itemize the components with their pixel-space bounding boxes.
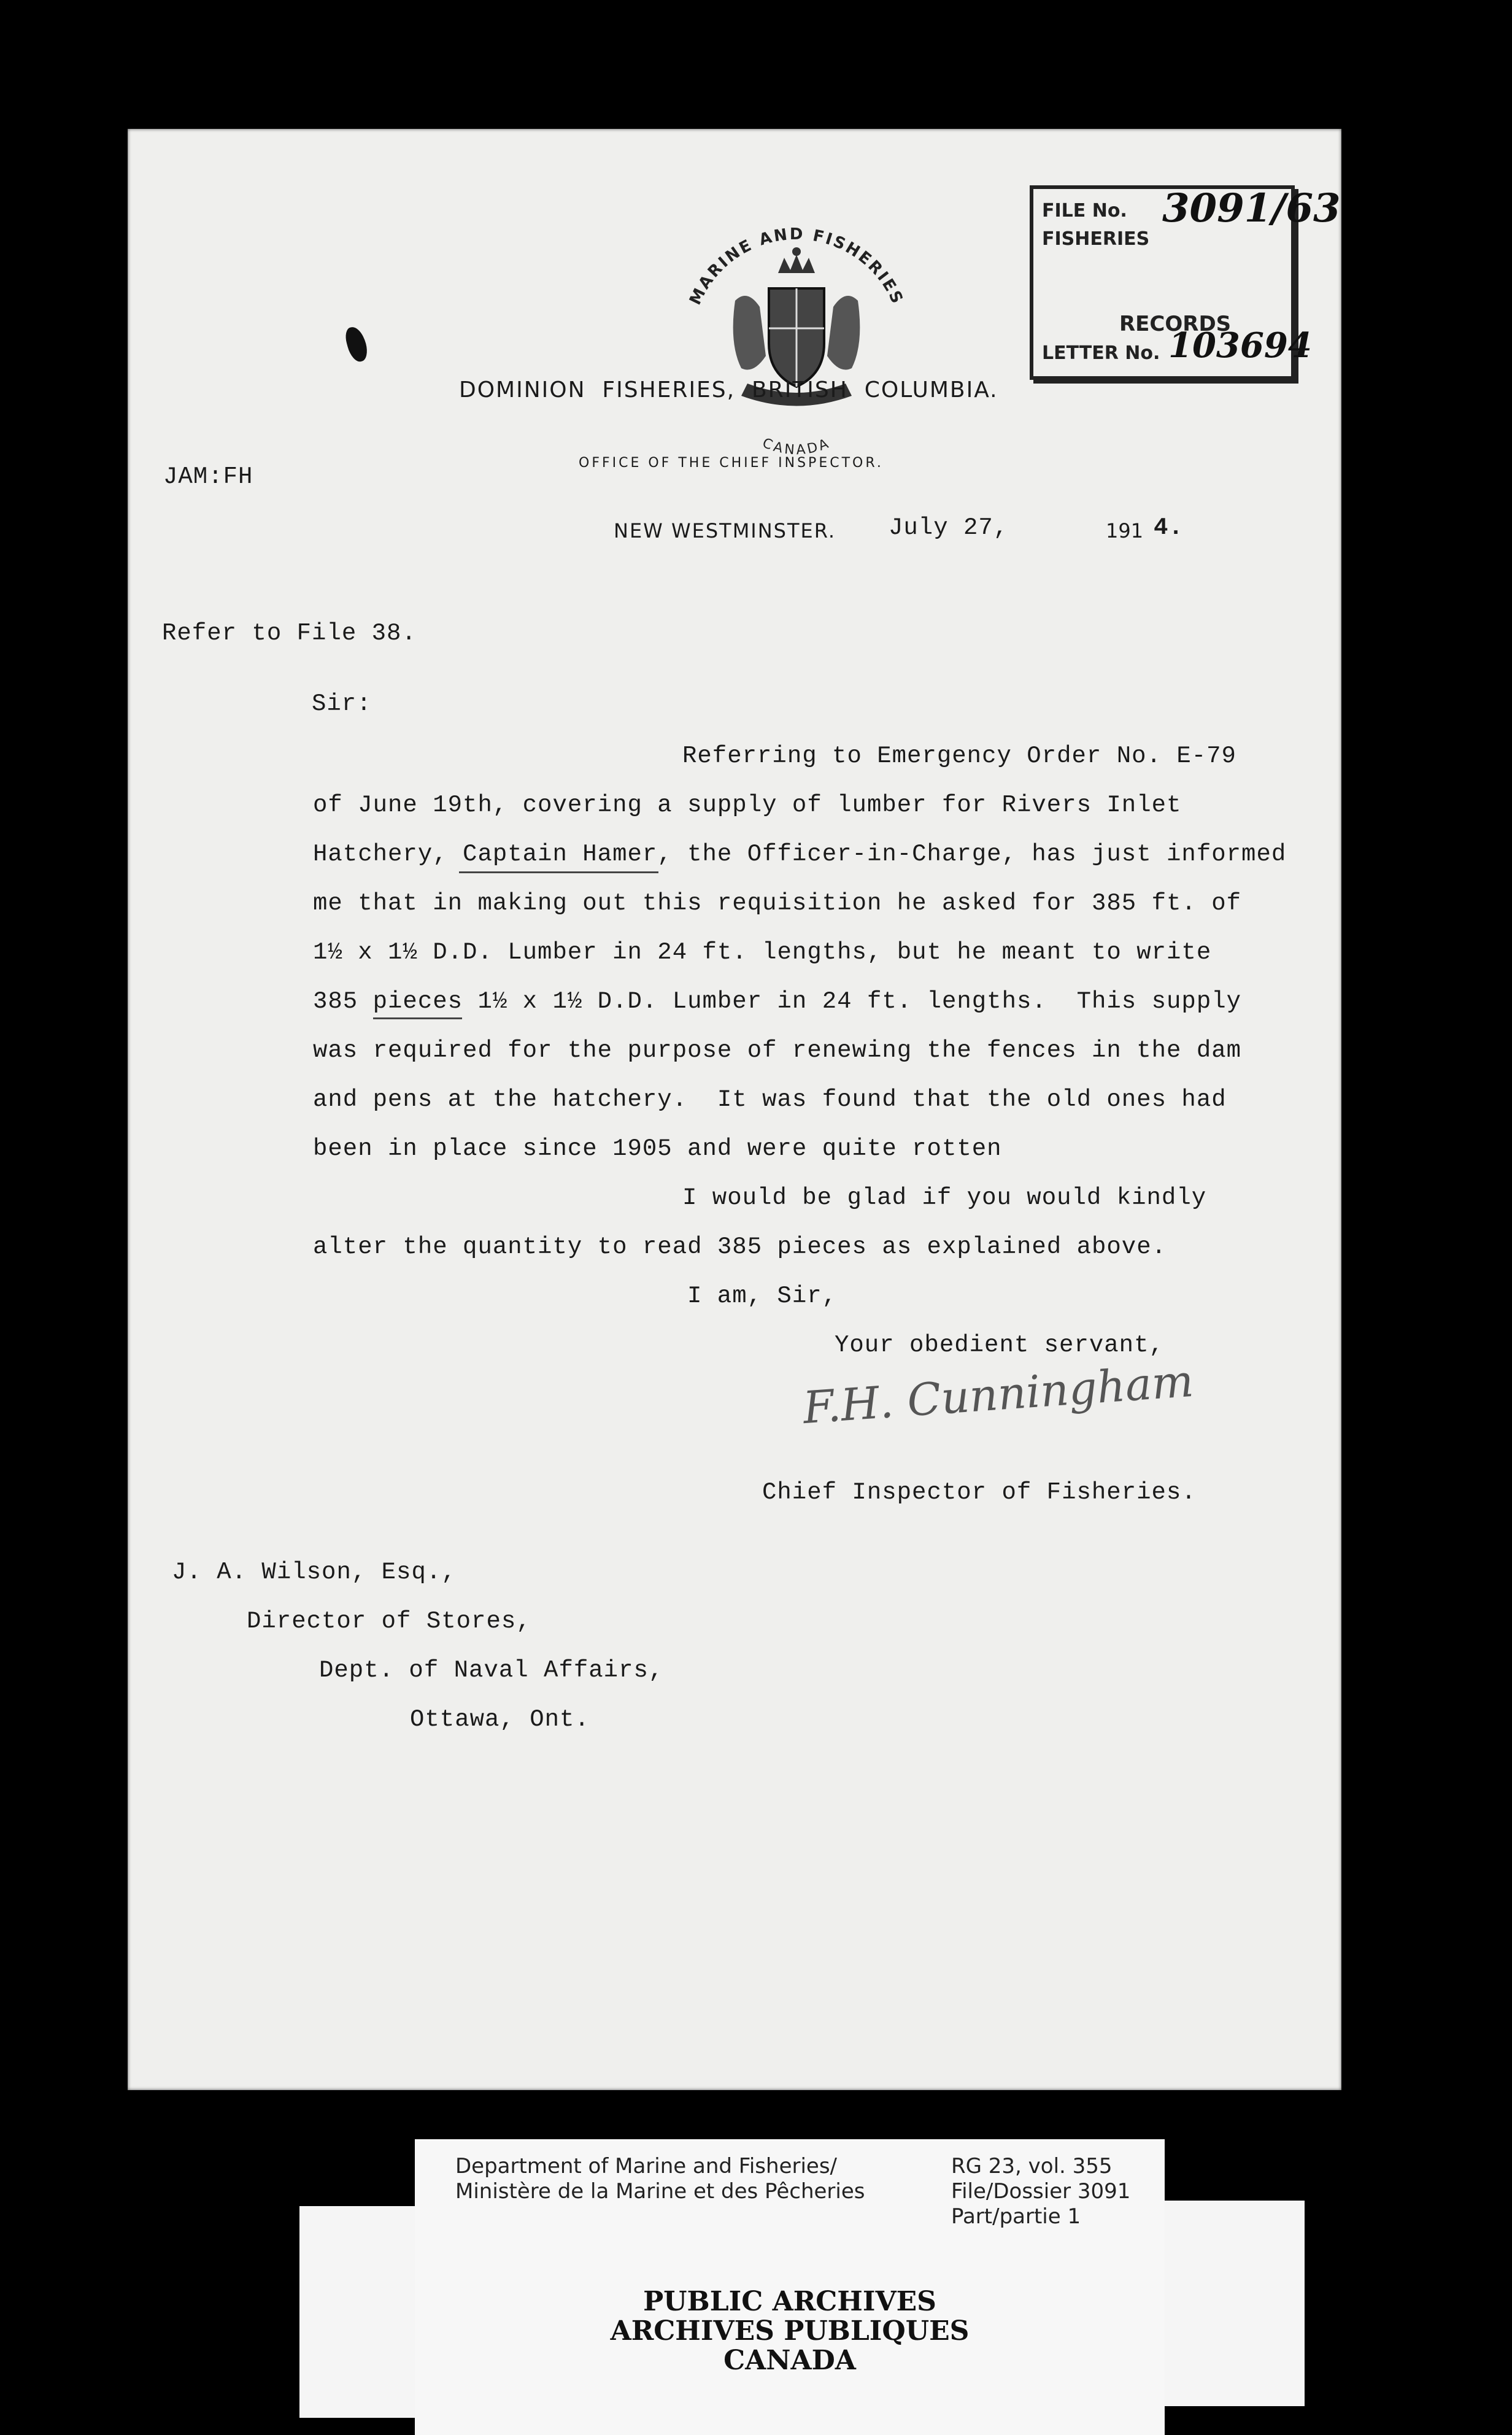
body-line: I would be glad if you would kindly: [682, 1184, 1207, 1211]
body-line: was required for the purpose of renewing the fences in the dam: [313, 1037, 1242, 1064]
body-line: alter the quantity to read 385 pieces as explained above.: [313, 1233, 1167, 1260]
year-printed: 191: [1106, 519, 1144, 542]
stamp-letter-number: 103694: [1168, 325, 1312, 366]
body-line: 385 pieces 1½ x 1½ D.D. Lumber in 24 ft. lengths. This supply: [313, 988, 1242, 1015]
stamp-file-number: 3091/63: [1162, 185, 1341, 231]
addressee-line: Director of Stores,: [247, 1608, 531, 1635]
label-tab-right: [1155, 2201, 1305, 2406]
stamp-letter-label: LETTER No.: [1042, 342, 1160, 364]
signatory-title: Chief Inspector of Fisheries.: [762, 1479, 1197, 1506]
addressee-line: Ottawa, Ont.: [410, 1706, 590, 1733]
stamp-records-label: RECORDS: [1119, 312, 1232, 336]
city-line: NEW WESTMINSTER.: [614, 519, 836, 542]
closing-line: Your obedient servant,: [835, 1332, 1164, 1359]
label-file: File/Dossier 3091: [951, 2179, 1131, 2204]
department-heading: DOMINION FISHERIES, BRITISH COLUMBIA.: [459, 377, 998, 403]
crest-top-text: MARINE AND FISHERIES: [686, 225, 907, 308]
pieces-underline: [373, 1017, 462, 1019]
public-archives-country: CANADA: [723, 2345, 856, 2376]
body-line: Hatchery, Captain Hamer, the Officer-in-Charge, has just informed: [313, 841, 1287, 868]
archive-label: [415, 2139, 1165, 2435]
stamp-file-label: FILE No.: [1042, 200, 1127, 222]
office-heading: OFFICE OF THE CHIEF INSPECTOR.: [579, 455, 884, 471]
body-line: me that in making out this requisition he asked for 385 ft. of: [313, 890, 1242, 917]
letter-page: [128, 129, 1341, 2090]
body-line: been in place since 1905 and were quite rotten: [313, 1135, 1002, 1162]
public-archives-fr: ARCHIVES PUBLIQUES: [610, 2315, 970, 2347]
stamp-dept-label: FISHERIES: [1042, 228, 1150, 250]
body-line: of June 19th, covering a supply of lumber for Rivers Inlet: [313, 792, 1182, 819]
body-line: and pens at the hatchery. It was found that the old ones had: [313, 1086, 1227, 1113]
label-tab-left: [299, 2206, 425, 2418]
label-dept-fr: Ministère de la Marine et des Pêcheries: [455, 2179, 865, 2204]
date-typed: July 27,: [889, 514, 1009, 541]
label-dept-en: Department of Marine and Fisheries/: [455, 2154, 837, 2178]
svg-text:CANADA: [760, 436, 833, 458]
refer-line: Refer to File 38.: [162, 620, 417, 647]
label-rg: RG 23, vol. 355: [951, 2154, 1113, 2178]
year-typed: 4.: [1154, 514, 1184, 541]
marine-fisheries-crest: [668, 221, 925, 485]
addressee-line: Dept. of Naval Affairs,: [319, 1657, 664, 1684]
ink-blot: [343, 325, 370, 364]
body-line: 1½ x 1½ D.D. Lumber in 24 ft. lengths, but he meant to write: [313, 939, 1212, 966]
body-line: Referring to Emergency Order No. E-79: [682, 743, 1236, 770]
reference-initials: JAM:FH: [163, 463, 253, 490]
addressee-line: J. A. Wilson, Esq.,: [172, 1559, 457, 1586]
crest-bottom-text: CANADA: [760, 435, 833, 458]
records-stamp: [1030, 185, 1341, 380]
captain-hamer-underline: [459, 871, 658, 873]
public-archives-en: PUBLIC ARCHIVES: [643, 2286, 936, 2317]
label-part: Part/partie 1: [951, 2204, 1081, 2229]
signature: F.H. Cunningham: [801, 1354, 1195, 1434]
salutation: Sir:: [312, 690, 372, 717]
closing-line: I am, Sir,: [687, 1283, 838, 1310]
